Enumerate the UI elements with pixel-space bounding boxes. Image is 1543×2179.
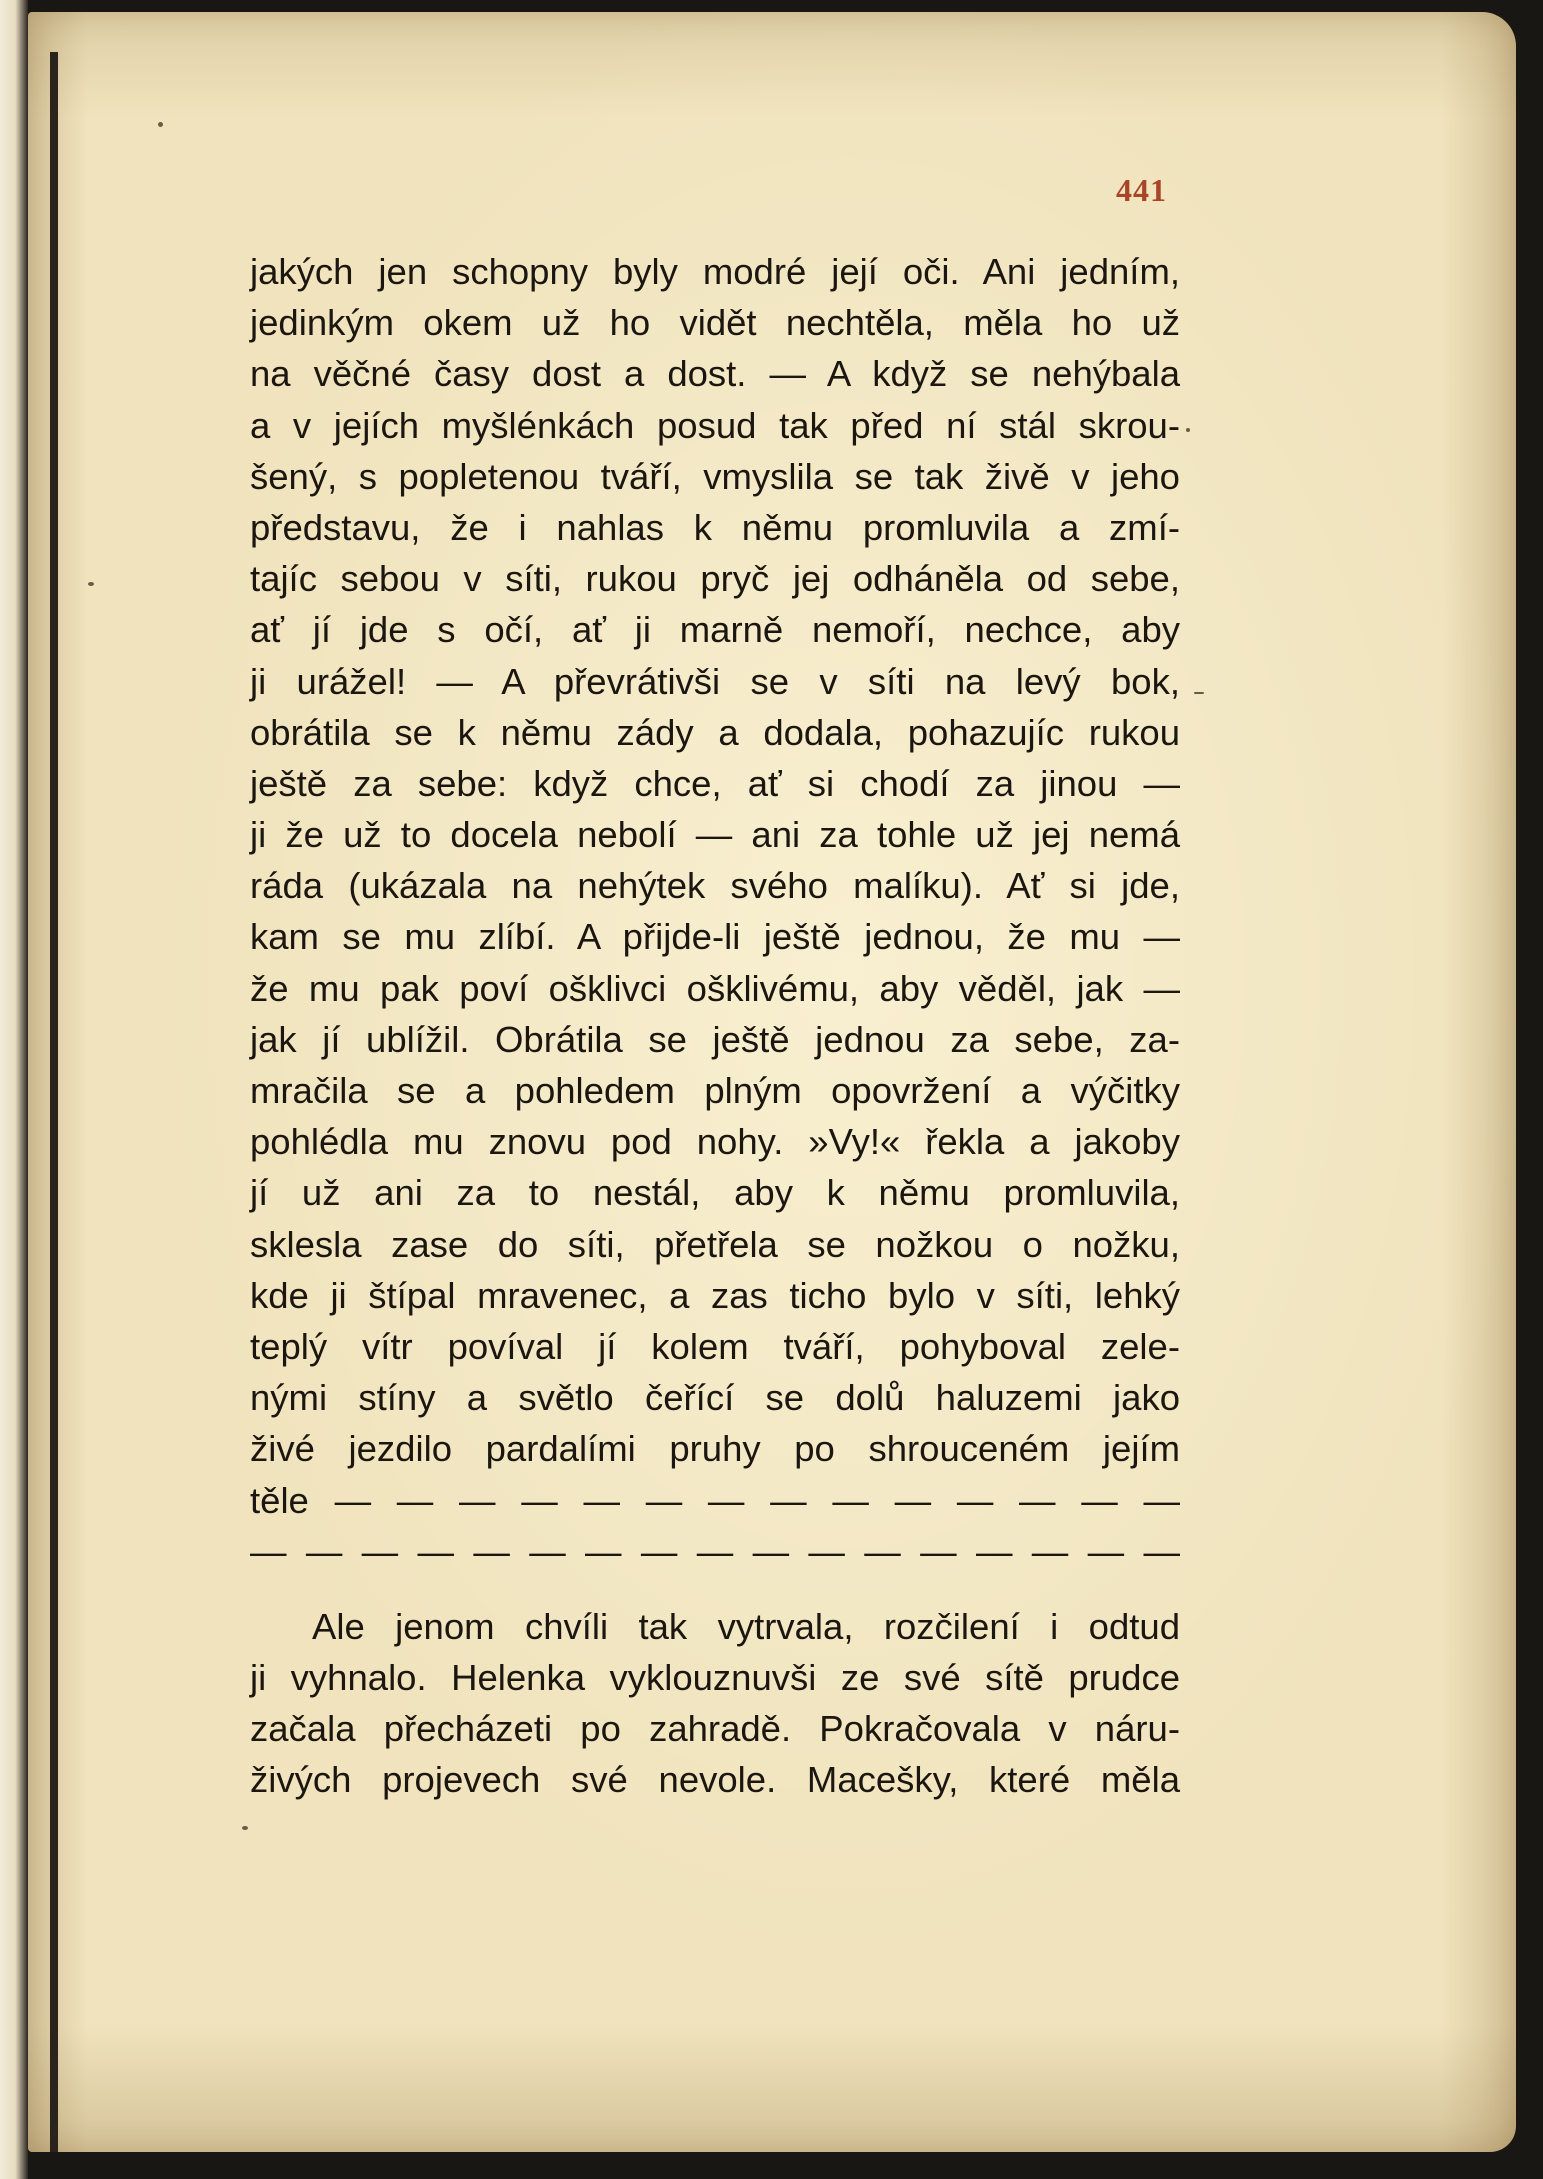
text-line: ráda (ukázala na nehýtek svého malíku). Ať si jde, bbox=[250, 865, 1180, 907]
text-line: živých projevech své nevole. Macešky, které měla bbox=[250, 1759, 1180, 1801]
paragraph-spacing bbox=[250, 1577, 1180, 1601]
binding-edge bbox=[0, 0, 28, 2179]
text-line: že mu pak poví ošklivci ošklivému, aby věděl, jak — bbox=[250, 967, 1180, 1009]
paper-speck bbox=[158, 122, 163, 127]
text-line: šený, s popletenou tváří, vmyslila se tak živě v jeho bbox=[250, 455, 1180, 497]
paper-speck bbox=[88, 582, 94, 586]
text-line: ji vyhnalo. Helenka vyklouznuvši ze své sítě prudce bbox=[250, 1657, 1180, 1699]
text-line: jakých jen schopny byly modré její oči. Ani jedním, bbox=[250, 251, 1180, 292]
text-line: začala přecházeti po zahradě. Pokračovala v náru- bbox=[250, 1708, 1180, 1750]
text-line: mračila se a pohledem plným opovržení a výčitky bbox=[250, 1070, 1180, 1111]
body-text bbox=[250, 246, 1180, 1806]
text-line: na věčné časy dost a dost. — A když se nehýbala bbox=[250, 353, 1180, 395]
text-line: tajíc sebou v síti, rukou pryč jej odháněla od sebe, bbox=[250, 558, 1180, 600]
text-line: jí už ani za to nestál, aby k němu promluvila, bbox=[250, 1172, 1180, 1214]
gutter-shadow bbox=[50, 52, 58, 2152]
text-line: ji urážel! — A převrátivši se v síti na levý bok, bbox=[250, 660, 1180, 702]
paper-speck bbox=[1186, 428, 1190, 432]
text-line: sklesla zase do síti, přetřela se nožkou o nožku, bbox=[250, 1223, 1180, 1265]
page-number: 441 bbox=[1116, 172, 1167, 208]
paper-speck bbox=[242, 1826, 248, 1830]
paragraph-1 bbox=[250, 246, 1180, 1577]
paper-speck bbox=[1194, 692, 1204, 694]
dash-line: těle — — — — — — — — — — — — — — bbox=[250, 1479, 1180, 1521]
text-line: teplý vítr povíval jí kolem tváří, pohyboval zele- bbox=[250, 1325, 1180, 1367]
text-line: představu, že i nahlas k němu promluvila a zmí- bbox=[250, 506, 1180, 548]
text-line: obrátila se k němu zády a dodala, pohazujíc rukou bbox=[250, 711, 1180, 753]
text-line: ji že už to docela nebolí — ani za tohle už jej nemá bbox=[250, 814, 1180, 856]
book-page bbox=[28, 12, 1516, 2152]
text-line: kam se mu zlíbí. A přijde-li ještě jednou, že mu — bbox=[250, 916, 1180, 958]
paragraph-2 bbox=[250, 1601, 1180, 1806]
text-line: a v jejích myšlénkách posud tak před ní stál skrou- bbox=[250, 404, 1180, 446]
text-line: jedinkým okem už ho vidět nechtěla, měla ho už bbox=[250, 302, 1180, 344]
text-line: ještě za sebe: když chce, ať si chodí za jinou — bbox=[250, 762, 1180, 804]
text-line: nými stíny a světlo čeřící se dolů haluzemi jako bbox=[250, 1377, 1180, 1419]
text-line: jak jí ublížil. Obrátila se ještě jednou za sebe, za- bbox=[250, 1018, 1180, 1060]
text-line: kde ji štípal mravenec, a zas ticho bylo v síti, lehký bbox=[250, 1274, 1180, 1316]
text-line: pohlédla mu znovu pod nohy. »Vy!« řekla a jakoby bbox=[250, 1121, 1180, 1163]
text-line: ať jí jde s očí, ať ji marně nemoří, nechce, aby bbox=[250, 609, 1180, 651]
text-line: Ale jenom chvíli tak vytrvala, rozčilení i odtud bbox=[312, 1605, 1180, 1647]
dash-line: — — — — — — — — — — — — — — — — — bbox=[250, 1530, 1180, 1572]
text-line: živé jezdilo pardalími pruhy po shrouceném jejím bbox=[250, 1428, 1180, 1470]
